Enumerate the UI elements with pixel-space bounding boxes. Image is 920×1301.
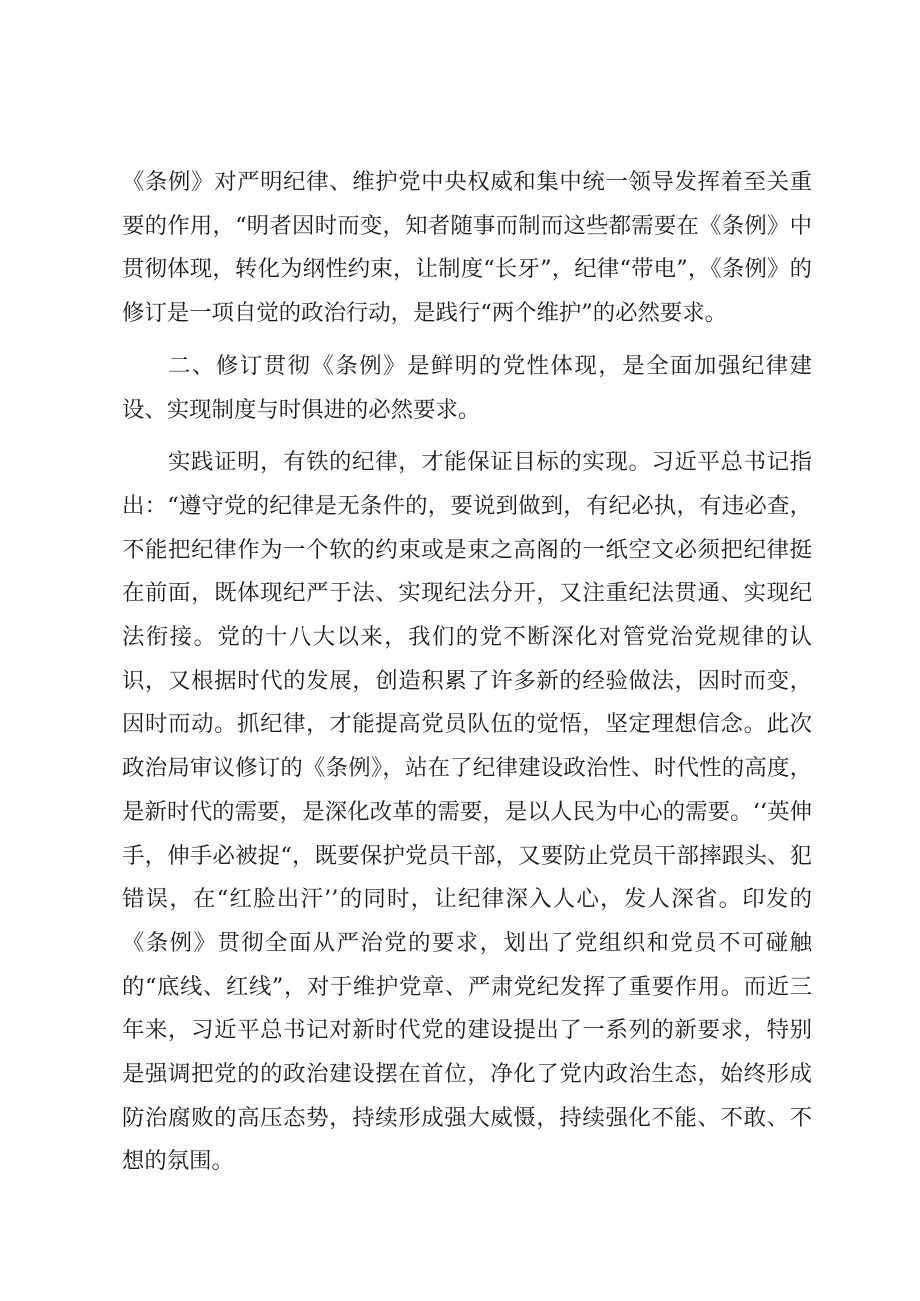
paragraph-3: 实践证明，有铁的纪律，才能保证目标的实现。习近平总书记指出：“遵守党的纪律是无条件的，要说到做到，有纪必执，有违必查，不能把纪律作为一个软的约束或是束之高阁的一纸空文必须把纪律挺在前面，既体现纪严于法、实现纪法分开，又注重纪法贯通、实现纪法衔接。党的十八大以来，我们的党不断深化对管党治党规律的认识，又根据时代的发展，创造积累了许多新的经验做法，因时而变，因时而动。抓纪律，才能提高党员队伍的觉悟，坚定理想信念。此次政治局审议修订的《条例》，站在了纪律建设政治性、时代性的高度，是新时代的需要，是深化改革的需要，是以人民为中心的需要。‘‘英伸手，伸手必被捉“，既要保护党员干部，又要防止党员干部摔跟头、犯错误，在“红脸出汗’’的同时，让纪律深入人心，发人深省。印发的《条例》贯彻全面从严治党的要求，划出了党组织和党员不可碰触的“底线、红线”，对于维护党章、严肃党纪发挥了重要作用。而近三年来，习近平总书记对新时代党的建设提出了一系列的新要求，特别是强调把党的的政治建设摆在首位，净化了党内政治生态，始终形成防治腐败的高压态势，持续形成强大威慑，持续强化不能、不敢、不想的氛围。: [122, 449, 812, 1175]
paragraph-2-heading: 二、修订贯彻《条例》是鲜明的党性体现，是全面加强纪律建设、实现制度与时俱进的必然要求。: [122, 352, 812, 423]
document-body: [122, 161, 812, 1193]
paragraph-1: 《条例》对严明纪律、维护党中央权威和集中统一领导发挥着至关重要的作用，“明者因时而变，知者随事而制而这些都需要在《条例》中贯彻体现，转化为纲性约束，让制度“长牙”，纪律“带电”，《条例》的修订是一项自觉的政治行动，是践行“两个维护”的必然要求。: [122, 169, 812, 327]
